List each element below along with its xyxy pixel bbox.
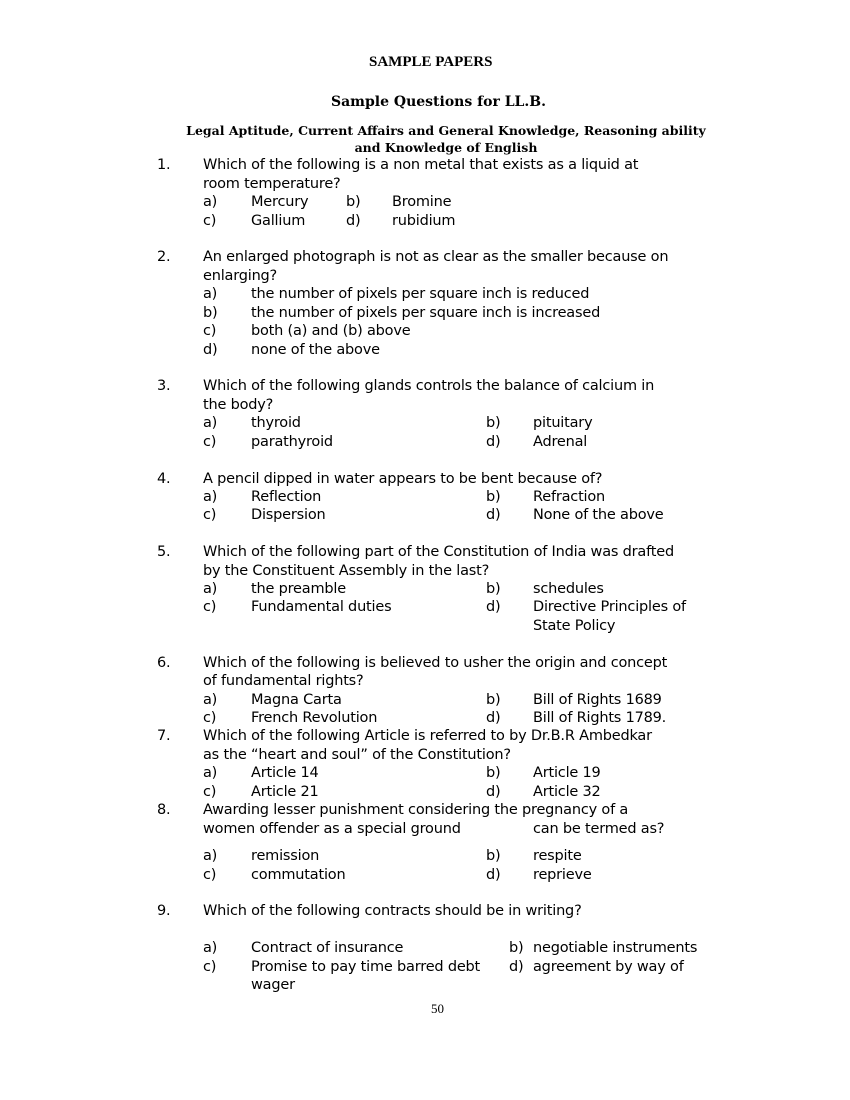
option-label: c) xyxy=(203,213,217,229)
page-subtitle: Sample Questions for LL.B. xyxy=(331,94,546,110)
option-label: c) xyxy=(203,959,217,975)
option-text: Fundamental duties xyxy=(251,599,392,615)
option-text: none of the above xyxy=(251,342,380,358)
question-number: 7. xyxy=(157,728,171,744)
option-text: negotiable instruments xyxy=(533,940,698,956)
question-number: 3. xyxy=(157,378,171,394)
question-text: Which of the following is believed to usher the origin and concept xyxy=(203,655,668,671)
option-label: c) xyxy=(203,784,217,800)
option-text: Bill of Rights 1789. xyxy=(533,710,667,726)
option-text: rubidium xyxy=(392,213,456,229)
option-text: Article 32 xyxy=(533,784,601,800)
page-number: 50 xyxy=(431,1001,444,1016)
option-text: pituitary xyxy=(533,415,593,431)
question-number: 2. xyxy=(157,249,171,265)
option-text: Promise to pay time barred debt xyxy=(251,959,481,975)
question-number: 9. xyxy=(157,903,171,919)
question-number: 8. xyxy=(157,802,171,818)
option-text: the preamble xyxy=(251,581,346,597)
section-heading-line2: and Knowledge of English xyxy=(354,140,538,155)
option-label: a) xyxy=(203,581,218,597)
option-label: d) xyxy=(486,710,501,726)
question-text: Which of the following Article is referred to by Dr.B.R Ambedkar xyxy=(203,728,652,744)
question-text: as the “heart and soul” of the Constitution? xyxy=(203,747,511,763)
option-label: a) xyxy=(203,415,218,431)
option-text: Article 14 xyxy=(251,765,319,781)
question-text: Which of the following contracts should be in writing? xyxy=(203,903,582,919)
option-label: a) xyxy=(203,692,218,708)
question-text: Which of the following part of the Constitution of India was drafted xyxy=(203,544,674,560)
option-text: Directive Principles of xyxy=(533,599,686,615)
option-label: a) xyxy=(203,489,218,505)
question-text: Which of the following glands controls the balance of calcium in xyxy=(203,378,655,394)
option-label: a) xyxy=(203,194,218,210)
question-number: 4. xyxy=(157,471,171,487)
option-label: d) xyxy=(486,434,501,450)
option-text: Article 19 xyxy=(533,765,601,781)
question-text: the body? xyxy=(203,397,274,413)
option-label: a) xyxy=(203,286,218,302)
section-heading-line1: Legal Aptitude, Current Affairs and General Knowledge, Reasoning ability xyxy=(186,123,706,138)
page-title: SAMPLE PAPERS xyxy=(369,54,493,70)
option-text: None of the above xyxy=(533,507,664,523)
question-text: A pencil dipped in water appears to be bent because of? xyxy=(203,471,603,487)
option-text: Dispersion xyxy=(251,507,326,523)
option-label: c) xyxy=(203,867,217,883)
option-label: a) xyxy=(203,765,218,781)
option-text: thyroid xyxy=(251,415,301,431)
option-label: b) xyxy=(486,692,501,708)
option-label: d) xyxy=(486,867,501,883)
option-label: d) xyxy=(486,784,501,800)
option-label: c) xyxy=(203,434,217,450)
option-label: b) xyxy=(346,194,361,210)
option-text: remission xyxy=(251,848,320,864)
option-label: b) xyxy=(486,489,501,505)
question-number: 1. xyxy=(157,157,171,173)
option-label: b) xyxy=(486,848,501,864)
option-text: reprieve xyxy=(533,867,592,883)
option-text: the number of pixels per square inch is reduced xyxy=(251,286,590,302)
option-text: Reflection xyxy=(251,489,322,505)
question-number: 6. xyxy=(157,655,171,671)
option-text: Bromine xyxy=(392,194,452,210)
question-text: Which of the following is a non metal that exists as a liquid at xyxy=(203,157,639,173)
question-text: of fundamental rights? xyxy=(203,673,364,689)
option-text: schedules xyxy=(533,581,604,597)
option-label: b) xyxy=(486,415,501,431)
question-text: can be termed as? xyxy=(533,821,665,837)
option-label: d) xyxy=(486,507,501,523)
option-text: Contract of insurance xyxy=(251,940,404,956)
option-label: b) xyxy=(509,940,524,956)
option-label: b) xyxy=(203,305,218,321)
option-label: d) xyxy=(486,599,501,615)
option-text: commutation xyxy=(251,867,346,883)
option-text-continued: wager xyxy=(251,977,295,993)
option-label: b) xyxy=(486,765,501,781)
option-label: c) xyxy=(203,323,217,339)
option-text: respite xyxy=(533,848,582,864)
question-text: Awarding lesser punishment considering the pregnancy of a xyxy=(203,802,629,818)
option-text: Adrenal xyxy=(533,434,588,450)
question-text: women offender as a special ground xyxy=(203,821,461,837)
option-label: a) xyxy=(203,848,218,864)
option-text: Mercury xyxy=(251,194,309,210)
question-text: An enlarged photograph is not as clear as the smaller because on xyxy=(203,249,669,265)
option-label: c) xyxy=(203,507,217,523)
question-text: room temperature? xyxy=(203,176,341,192)
question-text: enlarging? xyxy=(203,268,278,284)
option-label: d) xyxy=(509,959,524,975)
option-label: c) xyxy=(203,710,217,726)
option-text: French Revolution xyxy=(251,710,378,726)
option-text: Magna Carta xyxy=(251,692,342,708)
option-text: the number of pixels per square inch is increased xyxy=(251,305,601,321)
option-label: a) xyxy=(203,940,218,956)
option-text: Refraction xyxy=(533,489,606,505)
question-number: 5. xyxy=(157,544,171,560)
option-label: c) xyxy=(203,599,217,615)
option-text-continued: State Policy xyxy=(533,618,616,634)
option-text: both (a) and (b) above xyxy=(251,323,411,339)
question-text: by the Constituent Assembly in the last? xyxy=(203,563,490,579)
option-label: b) xyxy=(486,581,501,597)
option-text: Article 21 xyxy=(251,784,319,800)
option-label: d) xyxy=(203,342,218,358)
option-text: Gallium xyxy=(251,213,306,229)
option-text: parathyroid xyxy=(251,434,333,450)
option-text: agreement by way of xyxy=(533,959,684,975)
option-label: d) xyxy=(346,213,361,229)
option-text: Bill of Rights 1689 xyxy=(533,692,662,708)
